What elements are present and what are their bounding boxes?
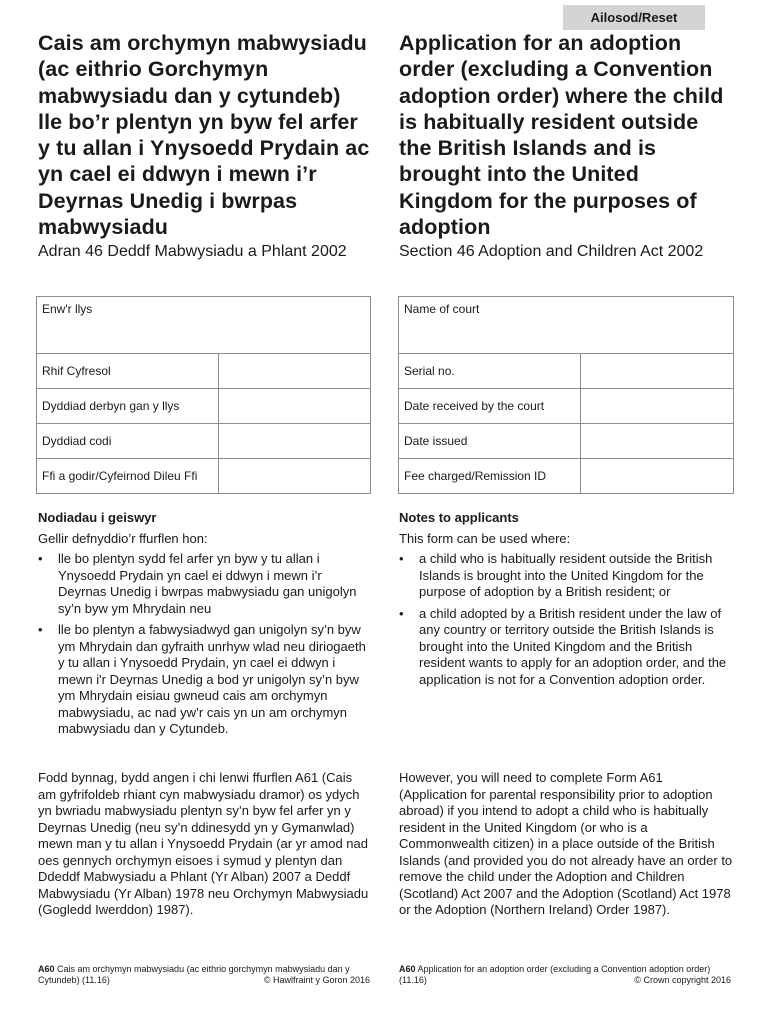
- bullet-icon: •: [399, 605, 404, 621]
- welsh-serial-field[interactable]: [219, 354, 371, 389]
- english-date-received-label: Date received by the court: [399, 389, 581, 424]
- list-item: [38, 551, 370, 617]
- english-bullet-text: a child adopted by a British resident under the law of any country or territory outside the British Islands is brought into the United Kingdom and the British resident wants to apply for an adoption order, and the application is not for a Convention adoption order.: [419, 605, 727, 687]
- welsh-court-table: [36, 296, 371, 494]
- english-fee-field[interactable]: [581, 459, 734, 494]
- welsh-court-name-label: Enw'r llys: [42, 302, 93, 316]
- bullet-icon: •: [399, 551, 404, 566]
- english-notes: [399, 510, 734, 693]
- welsh-form-a61-paragraph: Fodd bynnag, bydd angen i chi lenwi ffurflen A61 (Cais am gyfrifoldeb rhiant cyn mabwysiadu dramor) os ydych yn bwriadu mabwysiadu plentyn sy’n byw fel arfer yn y Deyrnas Unedig (neu sy’n ddinesydd yn y Gymanwlad) mewn man y tu allan i Ynysoedd Prydain (ar yr amod nad oes gennych orchymyn eisoes i symud y plentyn dan Ddeddf Mabwysiadu a Phlant (Yr Alban) 2007 a Deddf Mabwysiadu (Yr Alban) 1978 neu Orchymyn Mabwysiadu (Gogledd Iwerddon) 1987).: [38, 770, 369, 917]
- english-serial-label: Serial no.: [399, 354, 581, 389]
- reset-button[interactable]: Ailosod/Reset: [563, 5, 705, 30]
- welsh-fee-label: Ffi a godir/Cyfeirnod Dileu Ffi: [37, 459, 219, 494]
- welsh-footer-text: Cais am orchymyn mabwysiadu (ac eithrio gorchymyn mabwysiadu dan y Cytundeb) (11.16): [38, 964, 350, 985]
- welsh-notes-intro: Gellir defnyddio’r ffurflen hon:: [38, 530, 208, 546]
- english-bullet-text: a child who is habitually resident outside the British Islands is brought into the United Kingdom for the purpose of adoption by a British resident; or: [419, 551, 713, 599]
- welsh-notes-list: [38, 551, 370, 738]
- welsh-notes-heading: Nodiadau i geiswyr: [38, 510, 157, 525]
- english-footer-code: A60: [399, 964, 416, 974]
- welsh-notes: [38, 510, 370, 743]
- english-notes-list: [399, 551, 734, 688]
- english-footer-copyright: © Crown copyright 2016: [634, 975, 731, 985]
- english-header: [399, 30, 735, 262]
- english-form-a61-paragraph: However, you will need to complete Form A61 (Application for parental responsibility prior to adoption abroad) if you intend to adopt a child who is habitually resident in the United Kingdom (or who is a Commonwealth citizen) in a place outside of the British Islands (and provided you do not already have an order to remove the child under the Adoption and Children (Scotland) Act 2007 and the Adoption (Scotland) Act 1978 or the Adoption (Northern Ireland) Order 1987).: [399, 770, 733, 917]
- english-date-received-field[interactable]: [581, 389, 734, 424]
- welsh-date-issued-label: Dyddiad codi: [37, 424, 219, 459]
- welsh-fee-field[interactable]: [219, 459, 371, 494]
- english-serial-field[interactable]: [581, 354, 734, 389]
- welsh-header: [38, 30, 370, 262]
- english-footer-text: Application for an adoption order (excluding a Convention adoption order) (11.16): [399, 964, 711, 985]
- list-item: [399, 551, 734, 601]
- welsh-title: Cais am orchymyn mabwysiadu (ac eithrio Gorchymyn mabwysiadu dan y cytundeb) lle bo’r plentyn yn byw fel arfer y tu allan i Ynysoedd Prydain ac yn cael ei ddwyn i mewn i’r Deyrnas Unedig i bwrpas mabwysiadu: [38, 31, 370, 240]
- welsh-court-name-field[interactable]: [37, 297, 371, 354]
- welsh-bullet-text: lle bo plentyn a fabwysiadwyd gan unigolyn sy’n byw ym Mhrydain dan gyfraith unrhyw wlad neu diriogaeth y tu allan i Ynysoedd Prydain, yn cael ei ddwyn i mewn i'r Deyrnas Unedig a bod yr unigolyn sy’n byw ym Mhrydain eisiau gwneud cais am orchymyn mabwysiadu, ac nad yw’r cais yn un am orchymyn mabwysiadu dan y Cytundeb.: [58, 622, 366, 736]
- list-item: [38, 622, 370, 738]
- english-date-issued-label: Date issued: [399, 424, 581, 459]
- english-court-name-label: Name of court: [404, 302, 480, 316]
- english-footer: [399, 964, 731, 986]
- english-subtitle: Section 46 Adoption and Children Act 2002: [399, 243, 704, 261]
- welsh-date-received-field[interactable]: [219, 389, 371, 424]
- welsh-subtitle: Adran 46 Deddf Mabwysiadu a Phlant 2002: [38, 243, 347, 261]
- welsh-date-received-label: Dyddiad derbyn gan y llys: [37, 389, 219, 424]
- list-item: [399, 606, 734, 689]
- english-fee-label: Fee charged/Remission ID: [399, 459, 581, 494]
- welsh-serial-label: Rhif Cyfresol: [37, 354, 219, 389]
- bullet-icon: •: [38, 622, 43, 637]
- welsh-footer: [38, 964, 370, 986]
- english-court-name-field[interactable]: [399, 297, 734, 354]
- welsh-footer-copyright: © Hawlfraint y Goron 2016: [263, 975, 370, 985]
- bullet-icon: •: [38, 551, 43, 566]
- english-notes-intro: This form can be used where:: [399, 530, 571, 546]
- english-title: Application for an adoption order (excluding a Convention adoption order) where the child is habitually resident outside the British Islands and is brought into the United Kingdom for the purposes of adoption: [399, 31, 724, 240]
- english-date-issued-field[interactable]: [581, 424, 734, 459]
- english-court-table: [398, 296, 734, 494]
- welsh-date-issued-field[interactable]: [219, 424, 371, 459]
- welsh-footer-code: A60: [38, 964, 55, 974]
- english-notes-heading: Notes to applicants: [399, 510, 519, 525]
- welsh-bullet-text: lle bo plentyn sydd fel arfer yn byw y tu allan i Ynysoedd Prydain yn cael ei ddwyn i mewn i’r Deyrnas Unedig i bwrpas mabwysiadu gan unigolyn sy’n byw ym Mhrydain neu: [58, 551, 357, 616]
